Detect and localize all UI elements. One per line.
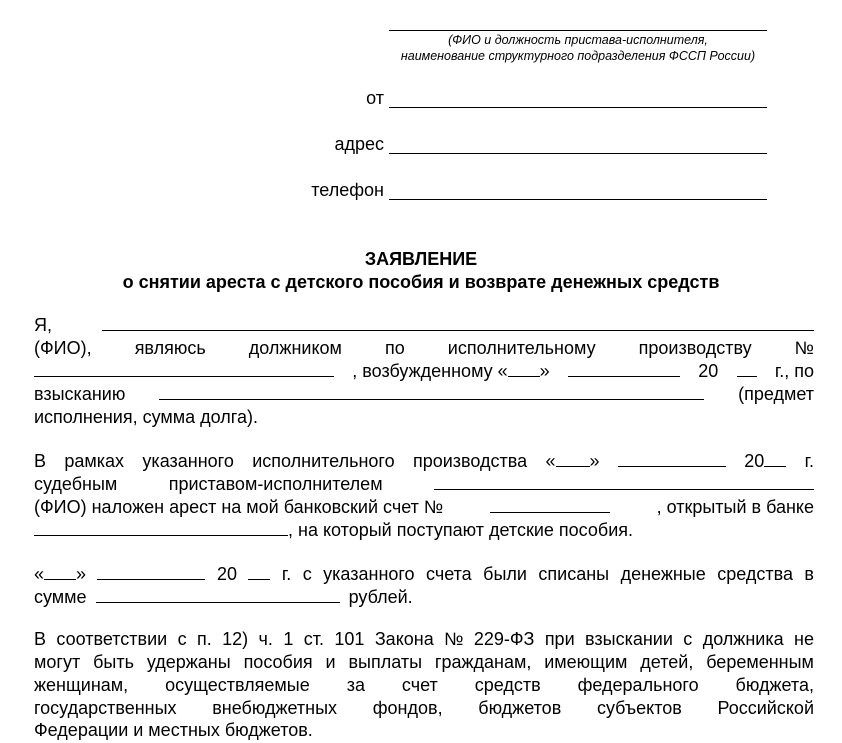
from-field[interactable] <box>389 91 767 108</box>
word: пособия <box>243 652 313 672</box>
word: исполнительному <box>447 338 596 358</box>
bank-name-field[interactable] <box>34 519 288 536</box>
word: внебюджетных <box>212 698 338 718</box>
year-field[interactable] <box>248 563 270 580</box>
word: средств <box>474 675 541 695</box>
phone-label: телефон <box>311 180 384 200</box>
day-field[interactable] <box>44 563 76 580</box>
p3-line2 <box>34 586 814 609</box>
recipient-note-line1: (ФИО и должность пристава-исполнителя, <box>448 33 708 47</box>
word: осуществляемые <box>165 675 310 695</box>
p1-line1 <box>34 314 814 337</box>
word: с <box>302 564 312 584</box>
word: ст. <box>303 629 324 649</box>
word: рублей. <box>348 587 413 607</box>
bailiff-fio-field[interactable] <box>434 473 814 490</box>
word: с <box>683 629 693 649</box>
p1-line2 <box>34 337 814 360</box>
word: В <box>34 629 47 649</box>
p1-line3 <box>34 360 814 383</box>
quote-close: » <box>539 361 550 381</box>
text-20: 20 <box>216 564 237 584</box>
word: являюсь <box>134 338 206 358</box>
word: при <box>544 629 575 649</box>
p3-line1 <box>34 563 814 586</box>
word: ч. <box>258 629 273 649</box>
day-field[interactable] <box>556 450 590 467</box>
word: счета <box>426 564 472 584</box>
text-g-po: г., по <box>774 361 814 381</box>
subject-field[interactable] <box>159 383 704 400</box>
quote-close: » <box>76 564 87 584</box>
text-ya: Я, <box>34 315 52 335</box>
word: № <box>794 338 814 358</box>
word: по <box>384 338 405 358</box>
year-field[interactable] <box>737 360 757 377</box>
word: беременным <box>706 652 814 672</box>
document-title: ЗАЯВЛЕНИЕ <box>364 249 478 269</box>
word: указанного <box>142 451 234 471</box>
fio-field[interactable] <box>102 314 814 331</box>
quote-open: « <box>545 451 556 471</box>
address-label: адрес <box>334 134 384 154</box>
word: 101 <box>334 629 365 649</box>
word: могут <box>34 652 81 672</box>
word: гражданам, <box>434 652 532 672</box>
word: соответствии <box>56 629 168 649</box>
quote-open: « <box>34 564 45 584</box>
word: бюджетов <box>478 698 562 718</box>
word: рамках <box>64 451 125 471</box>
word: 1 <box>283 629 294 649</box>
text-bank: , открытый в банке <box>656 497 814 517</box>
word: детей, <box>640 652 694 672</box>
text-account: (ФИО) наложен арест на мой банковский счет № <box>34 497 444 517</box>
word: Российской <box>717 698 814 718</box>
word: имеющим <box>544 652 628 672</box>
address-field[interactable] <box>389 137 767 154</box>
word: не <box>794 629 814 649</box>
word: должника <box>702 629 784 649</box>
word: счет <box>401 675 438 695</box>
word: в <box>804 564 814 584</box>
word: федерального <box>577 675 699 695</box>
case-number-field[interactable] <box>34 360 334 377</box>
word: производству <box>638 338 752 358</box>
word: государственных <box>34 698 177 718</box>
word: Закона <box>374 629 434 649</box>
word: удержаны <box>146 652 231 672</box>
word: производства <box>412 451 528 471</box>
word: субъектов <box>596 698 682 718</box>
word: с <box>177 629 187 649</box>
word: и <box>325 652 336 672</box>
word: исполнительного <box>252 451 395 471</box>
word: женщинам, <box>34 675 129 695</box>
quote-close: » <box>589 451 600 471</box>
word: взыскании <box>585 629 673 649</box>
p2-line3 <box>34 496 814 519</box>
p4-line5: Федерации и местных бюджетов. <box>34 720 313 740</box>
word: п. <box>197 629 212 649</box>
word: выплаты <box>348 652 423 672</box>
word: 12) <box>222 629 249 649</box>
day-field[interactable] <box>508 360 540 377</box>
word: г. <box>804 451 814 471</box>
word: взысканию <box>34 384 126 404</box>
p2-line4 <box>34 519 814 542</box>
word: были <box>483 564 527 584</box>
p4-line4 <box>34 697 814 720</box>
word: бюджета, <box>735 675 814 695</box>
year-field[interactable] <box>764 450 786 467</box>
recipient-note-line2: наименование структурного подразделения ФССП России) <box>400 49 756 63</box>
p2-line2 <box>34 473 814 496</box>
word: указанного <box>323 564 415 584</box>
text-vozbuzhdennomu: , возбужденному « <box>352 361 508 381</box>
text-benefits: , на который поступают детские пособия. <box>288 520 633 540</box>
word: приставом-исполнителем <box>168 474 383 494</box>
phone-field[interactable] <box>389 183 767 200</box>
from-label: от <box>366 88 384 108</box>
month-field[interactable] <box>618 450 726 467</box>
p1-line4 <box>34 383 814 406</box>
word: фондов, <box>372 698 443 718</box>
month-field[interactable] <box>97 563 205 580</box>
word: (ФИО), <box>34 338 92 358</box>
word: списаны <box>538 564 610 584</box>
amount-field[interactable] <box>96 586 340 603</box>
word: сумме <box>34 587 87 607</box>
word: г. <box>281 564 292 584</box>
word: средства <box>717 564 793 584</box>
word: № <box>444 629 464 649</box>
word: (предмет <box>738 384 814 404</box>
p4-line1 <box>34 628 814 651</box>
word: денежные <box>620 564 706 584</box>
word: 229-ФЗ <box>473 629 535 649</box>
document-subtitle: о снятии ареста с детского пособия и возврате денежных средств <box>122 272 720 292</box>
word: судебным <box>34 474 118 494</box>
month-field[interactable] <box>568 360 680 377</box>
p4-line2 <box>34 651 814 674</box>
recipient-line[interactable] <box>389 14 767 31</box>
word: за <box>346 675 365 695</box>
p1-line5: исполнения, сумма долга). <box>34 407 258 427</box>
account-number-field[interactable] <box>490 496 610 513</box>
text-20: 20 <box>744 451 765 471</box>
p2-line1 <box>34 450 814 473</box>
word: быть <box>93 652 134 672</box>
word: В <box>34 451 47 471</box>
p4-line3 <box>34 674 814 697</box>
word: должником <box>248 338 342 358</box>
text-20: 20 <box>698 361 719 381</box>
